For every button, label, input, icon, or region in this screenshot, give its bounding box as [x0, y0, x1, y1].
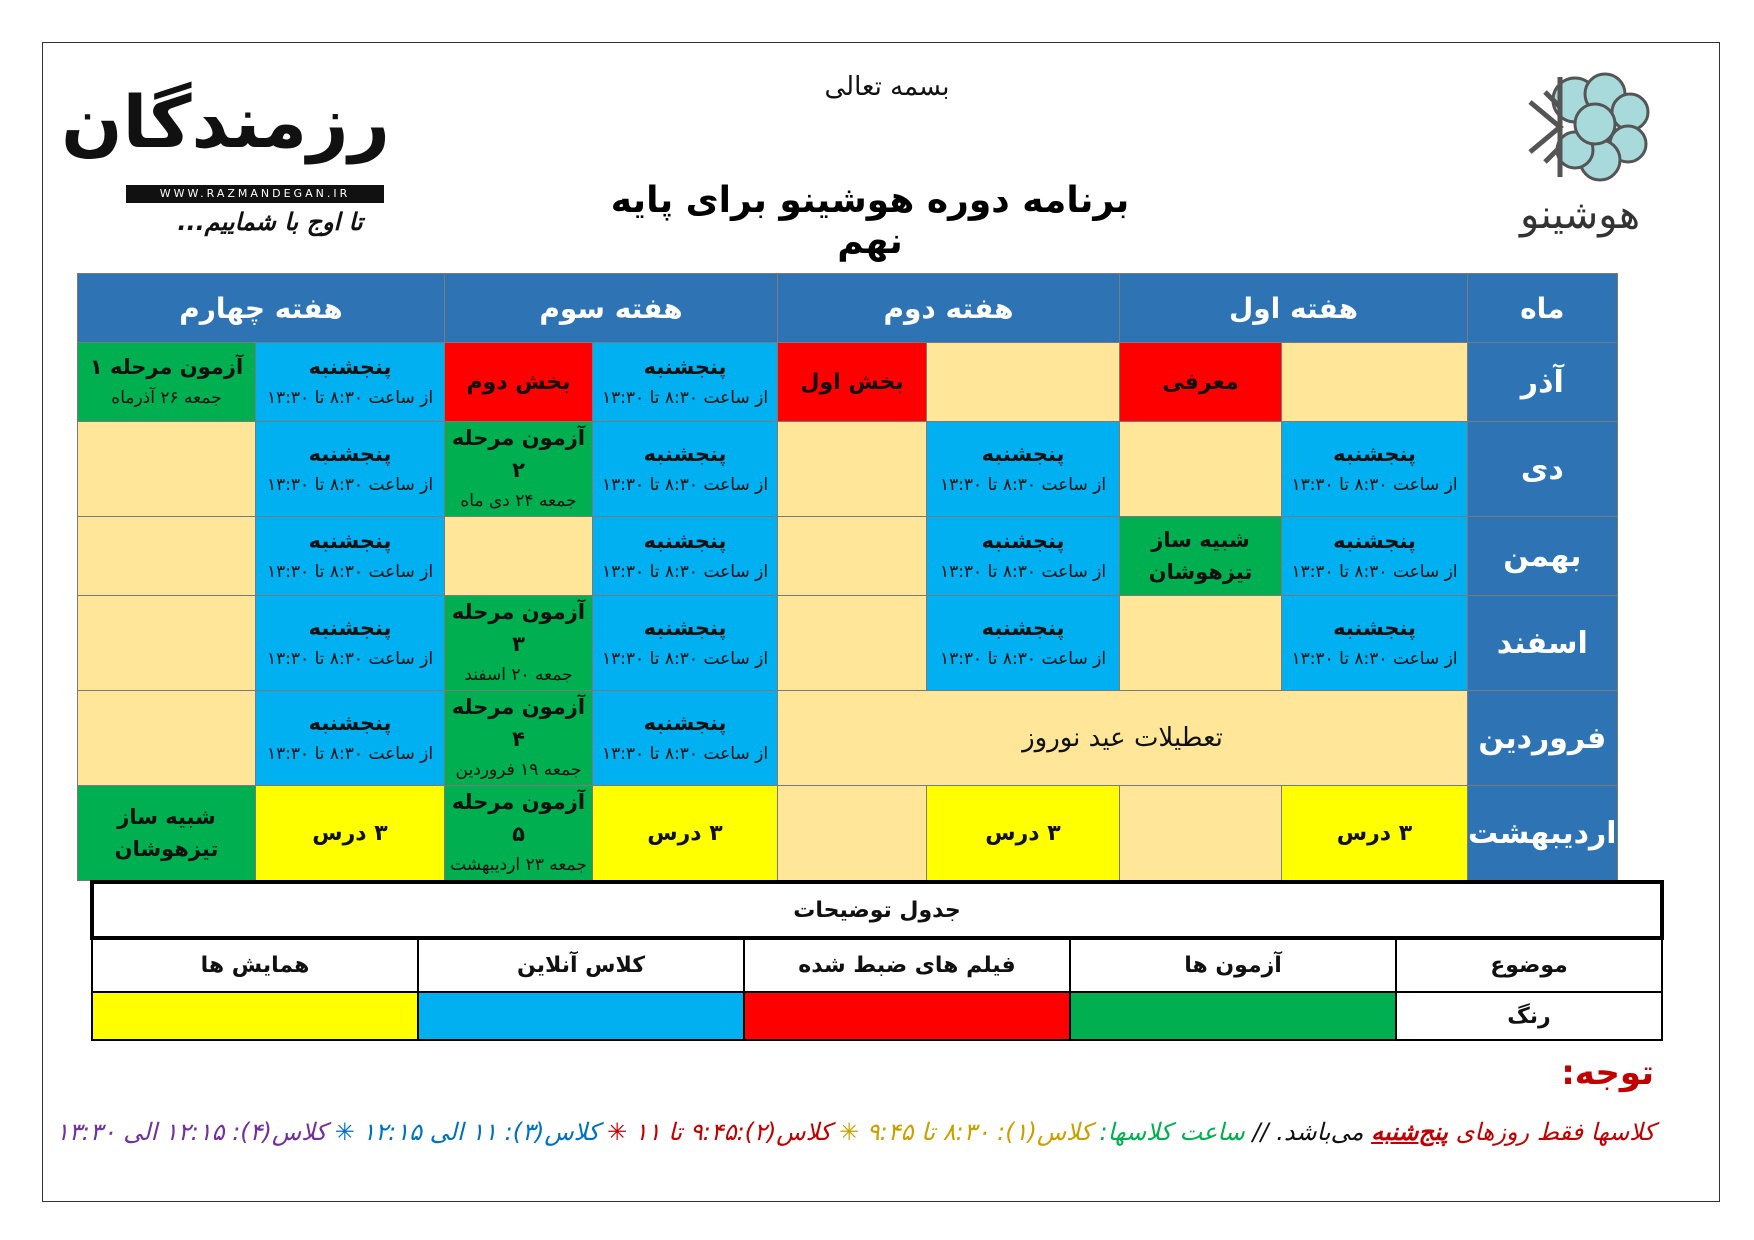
- empty-cell: [778, 786, 927, 881]
- legend-swatch-yellow: [92, 992, 418, 1040]
- lessons-cell: ۳ درس: [256, 786, 445, 881]
- class-cell: پنجشنبه از ساعت ۸:۳۰ تا ۱۳:۳۰: [1282, 422, 1468, 517]
- legend-swatch-blue: [418, 992, 744, 1040]
- page-title: برنامه دوره هوشینو برای پایه نهم: [610, 180, 1130, 262]
- month-dey: دی: [1468, 422, 1618, 517]
- logo-url: WWW.RAZMANDEGAN.IR: [126, 185, 384, 203]
- empty-cell: [78, 596, 256, 691]
- class-cell: پنجشنبه از ساعت ۸:۳۰ تا ۱۳:۳۰: [593, 343, 778, 422]
- class-cell: پنجشنبه از ساعت ۸:۳۰ تا ۱۳:۳۰: [927, 422, 1120, 517]
- class-cell: پنجشنبه از ساعت ۸:۳۰ تا ۱۳:۳۰: [927, 517, 1120, 596]
- simulator-cell: شبیه ساز تیزهوشان: [78, 786, 256, 881]
- empty-cell: [778, 422, 927, 517]
- empty-cell: [778, 517, 927, 596]
- exam-cell: آزمون مرحله ۴ جمعه ۱۹ فروردین: [445, 691, 593, 786]
- class-cell: پنجشنبه از ساعت ۸:۳۰ تا ۱۳:۳۰: [593, 691, 778, 786]
- lessons-cell: ۳ درس: [927, 786, 1120, 881]
- header-week-3: هفته سوم: [445, 274, 778, 343]
- hooshino-logo: [1500, 62, 1660, 252]
- legend-item-recorded: فیلم های ضبط شده: [744, 938, 1070, 992]
- month-azar: آذر: [1468, 343, 1618, 422]
- class-cell: پنجشنبه از ساعت ۸:۳۰ تا ۱۳:۳۰: [593, 517, 778, 596]
- legend-item-exams: آزمون ها: [1070, 938, 1396, 992]
- holiday-cell: تعطیلات عید نوروز: [778, 691, 1468, 786]
- class-cell: پنجشنبه از ساعت ۸:۳۰ تا ۱۳:۳۰: [593, 422, 778, 517]
- legend-table: [90, 880, 1664, 1041]
- legend-color-label: رنگ: [1396, 992, 1662, 1040]
- logo-slogan: تا اوج با شماییم...: [177, 208, 363, 236]
- empty-cell: [78, 517, 256, 596]
- month-farvardin: فروردین: [1468, 691, 1618, 786]
- logo-word: رزمندگان: [61, 80, 390, 164]
- empty-cell: [445, 517, 593, 596]
- empty-cell: [78, 691, 256, 786]
- note-title: توجه:: [1561, 1053, 1654, 1093]
- razmandegan-logo: [61, 80, 390, 250]
- exam-cell: آزمون مرحله ۳ جمعه ۲۰ اسفند: [445, 596, 593, 691]
- class-cell: پنجشنبه از ساعت ۸:۳۰ تا ۱۳:۳۰: [256, 596, 445, 691]
- schedule-table: [77, 273, 1618, 881]
- exam-cell: آزمون مرحله ۵ جمعه ۲۳ اردیبهشت: [445, 786, 593, 881]
- class-cell: پنجشنبه از ساعت ۸:۳۰ تا ۱۳:۳۰: [256, 517, 445, 596]
- note-text: کلاسها فقط روزهای پنج‌شنبه می‌باشد. // ساعت کلاسها: کلاس(۱): ۸:۳۰ تا ۹:۴۵ ✳ کلاس(۲):۹:۴۵ تا ۱۱ ✳ کلاس(۳): ۱۱ الی ۱۲:۱۵ ✳ کلاس(۴): ۱۲:۱۵ الی ۱۳:۳۰: [56, 1118, 1655, 1146]
- logo-name: هوشینو: [1519, 192, 1641, 238]
- exam-cell: آزمون مرحله ۱ جمعه ۲۶ آذرماه: [78, 343, 256, 422]
- header-week-1: هفته اول: [1120, 274, 1468, 343]
- empty-cell: [778, 596, 927, 691]
- month-esfand: اسفند: [1468, 596, 1618, 691]
- legend-item-online: کلاس آنلاین: [418, 938, 744, 992]
- brain-icon: [1500, 62, 1660, 192]
- class-cell: پنجشنبه از ساعت ۸:۳۰ تا ۱۳:۳۰: [1282, 596, 1468, 691]
- empty-cell: [1282, 343, 1468, 422]
- part1-cell: بخش اول: [778, 343, 927, 422]
- empty-cell: [78, 422, 256, 517]
- legend-item-seminars: همایش ها: [92, 938, 418, 992]
- exam-cell: آزمون مرحله ۲ جمعه ۲۴ دی ماه: [445, 422, 593, 517]
- legend-title: جدول توضیحات: [92, 882, 1662, 938]
- class-cell: پنجشنبه از ساعت ۸:۳۰ تا ۱۳:۳۰: [256, 422, 445, 517]
- empty-cell: [927, 343, 1120, 422]
- lessons-cell: ۳ درس: [1282, 786, 1468, 881]
- empty-cell: [1120, 596, 1282, 691]
- legend-swatch-red: [744, 992, 1070, 1040]
- month-ordibehesht: اردیبهشت: [1468, 786, 1618, 881]
- class-cell: پنجشنبه از ساعت ۸:۳۰ تا ۱۳:۳۰: [593, 596, 778, 691]
- lessons-cell: ۳ درس: [593, 786, 778, 881]
- legend-swatch-green: [1070, 992, 1396, 1040]
- class-cell: پنجشنبه از ساعت ۸:۳۰ تا ۱۳:۳۰: [1282, 517, 1468, 596]
- empty-cell: [1120, 422, 1282, 517]
- part2-cell: بخش دوم: [445, 343, 593, 422]
- class-cell: پنجشنبه از ساعت ۸:۳۰ تا ۱۳:۳۰: [256, 343, 445, 422]
- header-month: ماه: [1468, 274, 1618, 343]
- intro-cell: معرفی: [1120, 343, 1282, 422]
- header-week-4: هفته چهارم: [78, 274, 445, 343]
- bismillah: بسمه تعالی: [824, 72, 950, 102]
- month-bahman: بهمن: [1468, 517, 1618, 596]
- empty-cell: [1120, 786, 1282, 881]
- header-week-2: هفته دوم: [778, 274, 1120, 343]
- simulator-cell: شبیه ساز تیزهوشان: [1120, 517, 1282, 596]
- class-cell: پنجشنبه از ساعت ۸:۳۰ تا ۱۳:۳۰: [256, 691, 445, 786]
- legend-topic-label: موضوع: [1396, 938, 1662, 992]
- class-cell: پنجشنبه از ساعت ۸:۳۰ تا ۱۳:۳۰: [927, 596, 1120, 691]
